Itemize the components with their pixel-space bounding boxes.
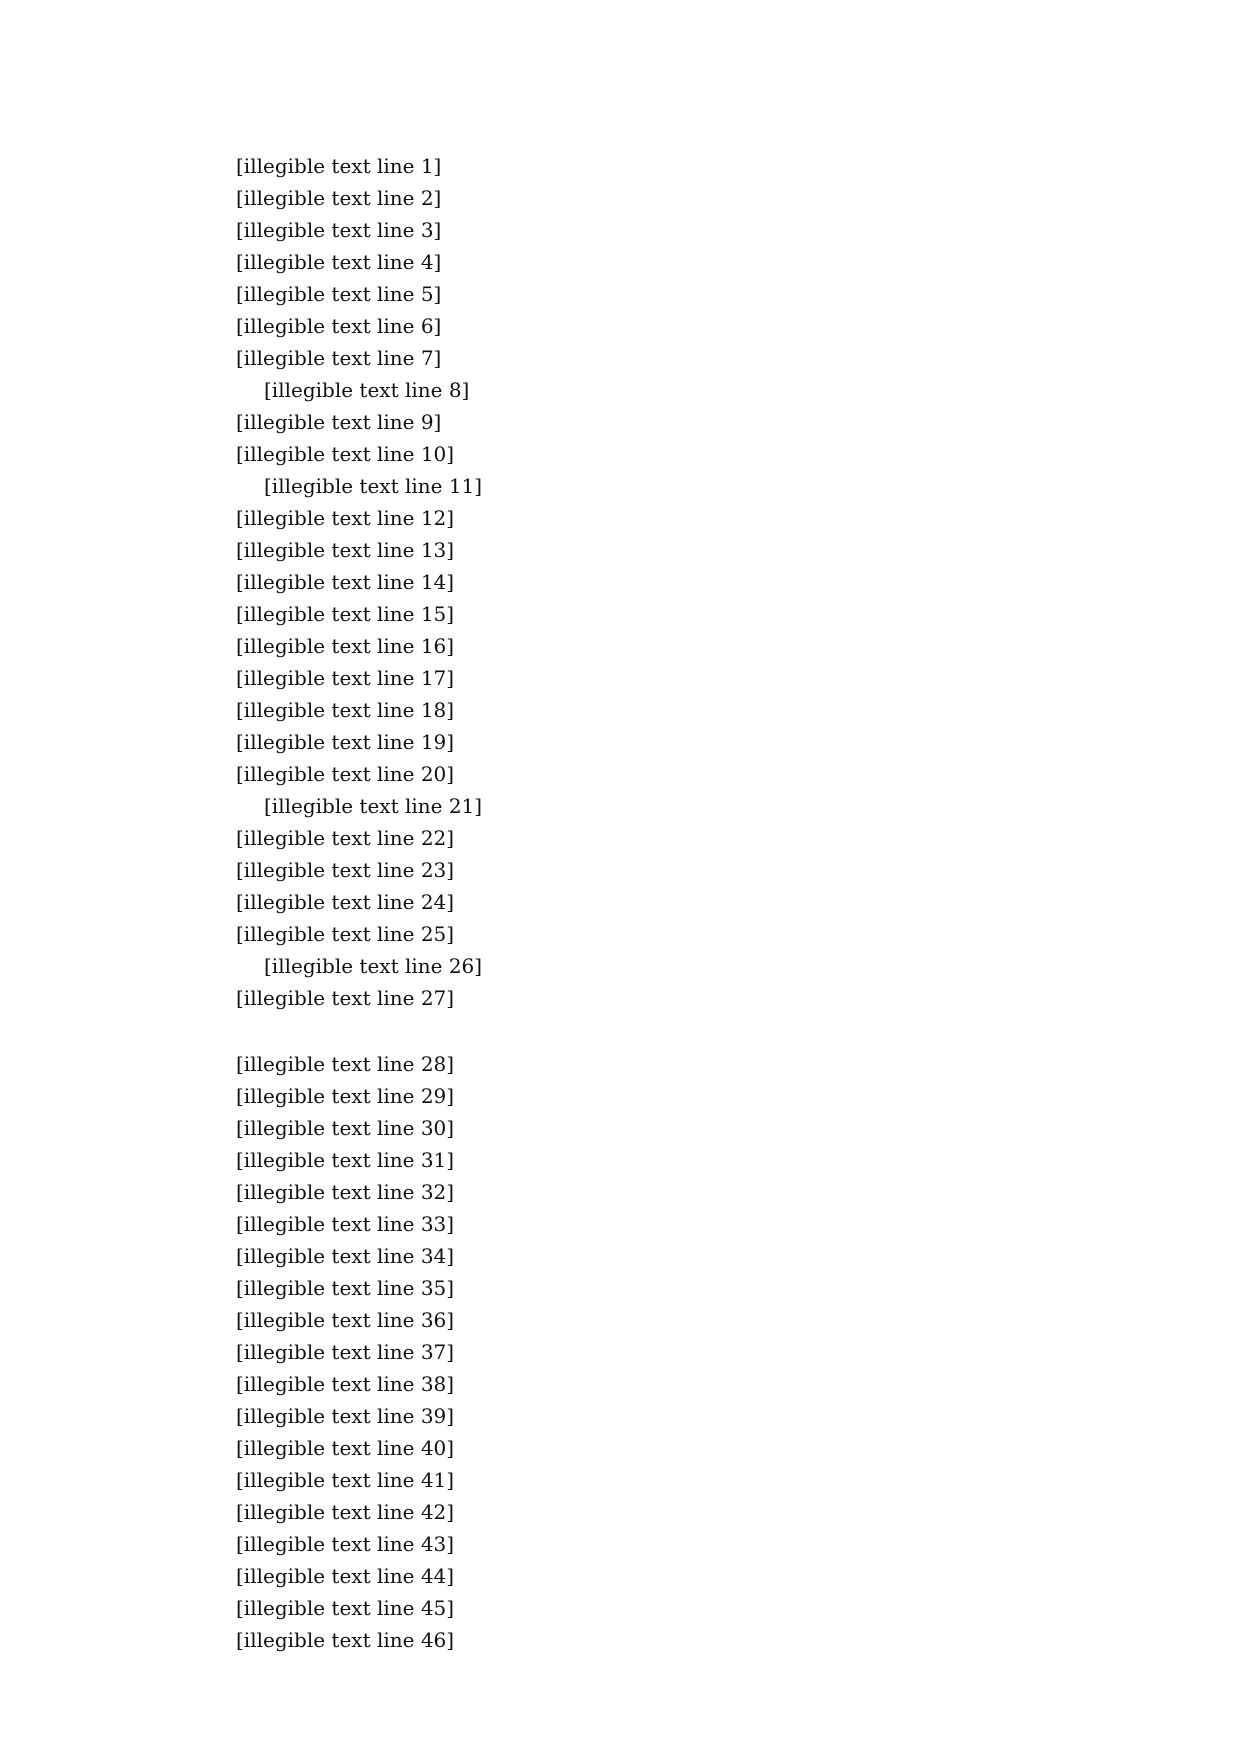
text-line: [illegible text line 26]: [264, 954, 483, 978]
text-line: [illegible text line 2]: [236, 186, 442, 210]
text-line: [illegible text line 13]: [236, 538, 455, 562]
text-line: [illegible text line 4]: [236, 250, 442, 274]
text-line: [illegible text line 29]: [236, 1084, 455, 1108]
paragraph: [236, 150, 1006, 1014]
text-line: [illegible text line 14]: [236, 570, 455, 594]
text-line: [illegible text line 15]: [236, 602, 455, 626]
text-line: [illegible text line 27]: [236, 986, 455, 1010]
text-line: [illegible text line 30]: [236, 1116, 455, 1140]
text-line: [illegible text line 43]: [236, 1532, 455, 1556]
text-line: [illegible text line 45]: [236, 1596, 455, 1620]
text-line: [illegible text line 23]: [236, 858, 455, 882]
text-line: [illegible text line 34]: [236, 1244, 455, 1268]
text-line: [illegible text line 18]: [236, 698, 455, 722]
text-line: [illegible text line 17]: [236, 666, 455, 690]
text-line: [illegible text line 37]: [236, 1340, 455, 1364]
text-line: [illegible text line 7]: [236, 346, 442, 370]
paragraph-gap: [236, 1014, 1006, 1048]
text-line: [illegible text line 22]: [236, 826, 455, 850]
text-line: [illegible text line 6]: [236, 314, 442, 338]
text-line: [illegible text line 19]: [236, 730, 455, 754]
text-line: [illegible text line 46]: [236, 1628, 455, 1652]
text-line: [illegible text line 36]: [236, 1308, 455, 1332]
text-line: [illegible text line 39]: [236, 1404, 455, 1428]
text-line: [illegible text line 9]: [236, 410, 442, 434]
text-line: [illegible text line 5]: [236, 282, 442, 306]
text-line: [illegible text line 24]: [236, 890, 455, 914]
text-line: [illegible text line 44]: [236, 1564, 455, 1588]
text-line: [illegible text line 42]: [236, 1500, 455, 1524]
text-line: [illegible text line 40]: [236, 1436, 455, 1460]
text-line: [illegible text line 10]: [236, 442, 455, 466]
text-line: [illegible text line 16]: [236, 634, 455, 658]
text-line: [illegible text line 38]: [236, 1372, 455, 1396]
paragraph: [236, 1048, 1006, 1656]
text-line: [illegible text line 20]: [236, 762, 455, 786]
text-line: [illegible text line 21]: [264, 794, 483, 818]
text-line: [illegible text line 3]: [236, 218, 442, 242]
text-line: [illegible text line 25]: [236, 922, 455, 946]
text-line: [illegible text line 31]: [236, 1148, 455, 1172]
text-line: [illegible text line 11]: [264, 474, 483, 498]
text-line: [illegible text line 35]: [236, 1276, 455, 1300]
text-line: [illegible text line 33]: [236, 1212, 455, 1236]
text-line: [illegible text line 12]: [236, 506, 455, 530]
text-line: [illegible text line 1]: [236, 154, 442, 178]
text-line: [illegible text line 8]: [264, 378, 470, 402]
text-line: [illegible text line 28]: [236, 1052, 455, 1076]
text-column: [236, 150, 1006, 1656]
text-line: [illegible text line 41]: [236, 1468, 455, 1492]
text-line: [illegible text line 32]: [236, 1180, 455, 1204]
